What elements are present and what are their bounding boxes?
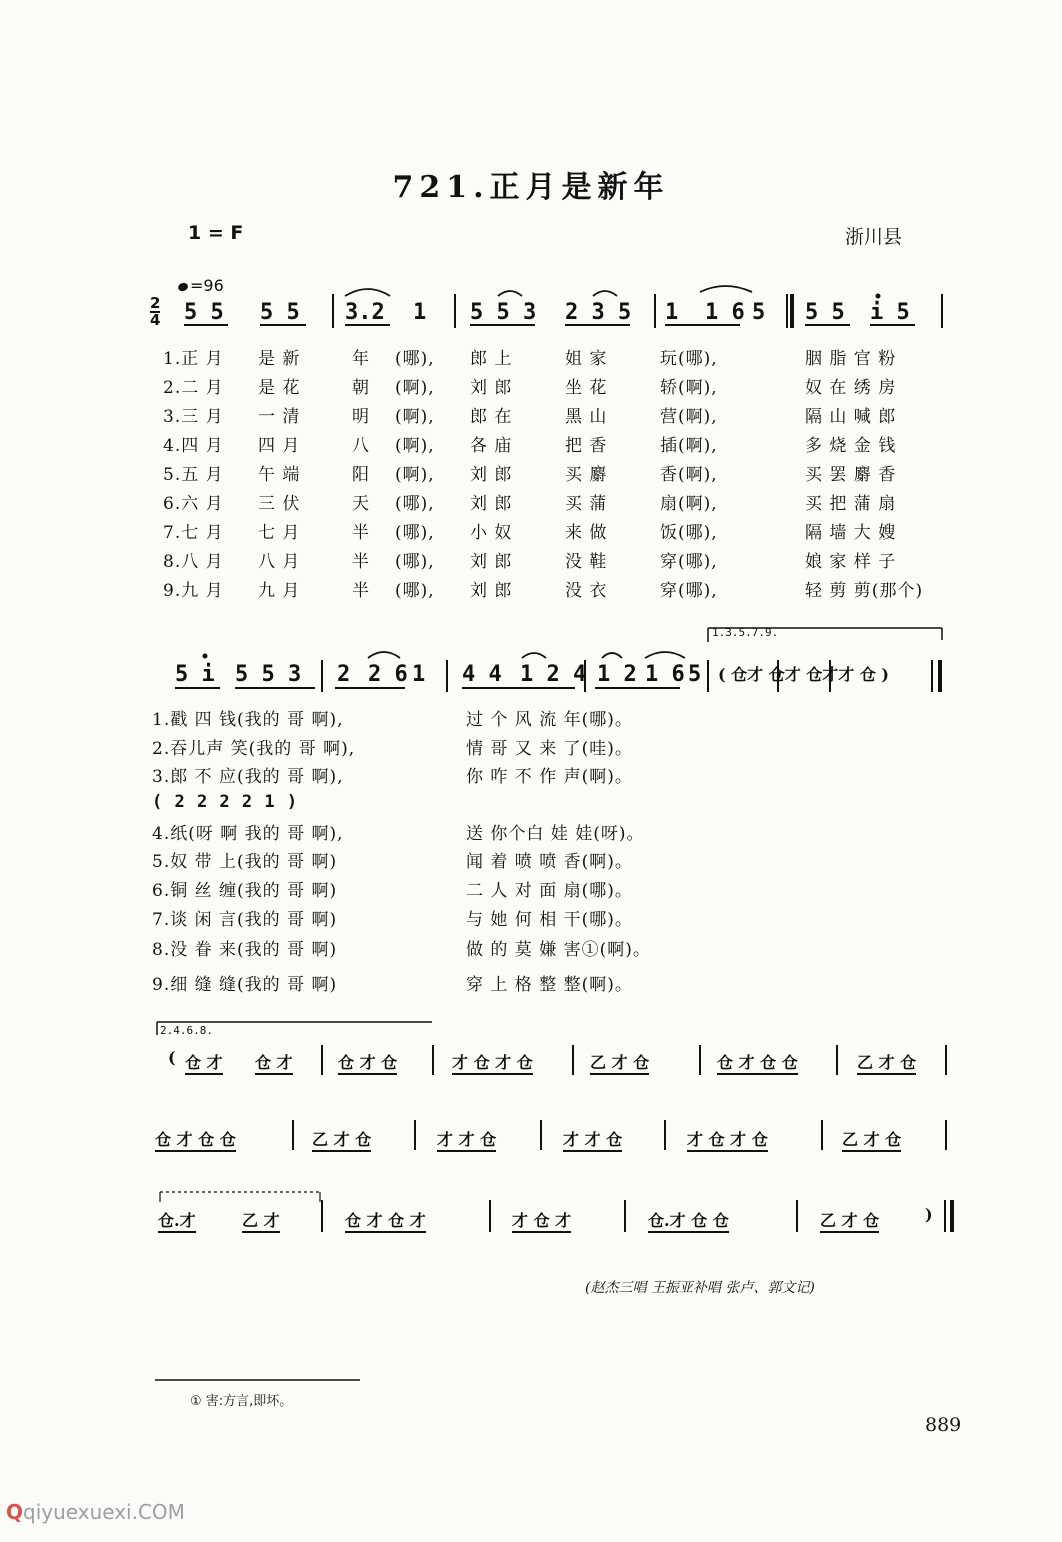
lyric-cell: 刘 郎 [470,465,513,485]
lyric-cell: 轻 剪 剪(那个) [805,581,924,601]
lyric-cell: 过 个 风 流 年(哪)。 [466,710,633,730]
lyric-cell: 没 鞋 [565,552,608,572]
lyric-cell: 送 你个白 娃 娃(呀)。 [466,824,645,844]
percussion-group: 才 才 仓 [437,1127,496,1152]
lyric-cell: 二 人 对 面 扇(哪)。 [466,881,633,901]
lyric-cell: 2.二 月 [163,378,224,398]
lyric-cell: 娘 家 样 子 [805,552,897,572]
lyric-cell: 午 端 [258,465,301,485]
song-title: 721.正月是新年 [392,170,670,205]
credit-line: (赵杰三唱 王振亚补唱 张卢、郭文记) [585,1280,815,1296]
lyric-cell: 扇(啊), [660,494,718,514]
lyric-cell: (啊), [395,465,435,485]
percussion-group: 才 仓 才 仓 [687,1127,768,1152]
lyric-cell: 刘 郎 [470,378,513,398]
lyric-cell: 八 月 [258,552,301,572]
lyric-cell: 你 咋 不 作 声(啊)。 [466,767,633,787]
lyric-cell: 半 [352,523,370,543]
percussion-group: 乙 才 仓 [842,1127,901,1152]
lyric-cell: 是 新 [258,349,301,369]
lyric-cell: 6.铜 丝 缠(我的 哥 啊) [152,881,338,901]
percussion-group: 仓 才 仓 才 [345,1208,426,1233]
note-group: 1 2 [597,662,637,687]
percussion-group: 仓.才 [158,1208,196,1233]
lyric-cell: 把 香 [565,436,608,456]
volta-label: 1.3.5.7.9. [712,626,779,639]
lyric-cell: 5.奴 带 上(我的 哥 啊) [152,852,338,872]
percussion-group: 仓 才 仓 [338,1050,397,1075]
lyric-cell: 七 月 [258,523,301,543]
note-group: 5 i [175,662,215,687]
time-signature: 2 4 [150,294,161,329]
lyric-cell: 穿(哪), [660,552,718,572]
lyric-cell: 8.没 眷 来(我的 哥 啊) [152,940,338,960]
lyric-cell: 半 [352,552,370,572]
lyric-cell: 香(啊), [660,465,718,485]
lyric-cell: (啊), [395,378,435,398]
lyric-cell: 闻 着 喷 喷 香(啊)。 [466,852,633,872]
lyric-cell: 玩(哪), [660,349,718,369]
note-group: 4 4 [462,662,502,687]
lyric-cell: 天 [352,494,370,514]
lyric-cell: 4.四 月 [163,436,224,456]
percussion-group: 仓 才 [255,1050,293,1075]
lyric-cell: 轿(啊), [660,378,718,398]
percussion-group: ( 仓才 仓才 仓才才 仓 ) [718,665,889,684]
key-signature: 1 = F [188,222,244,244]
lyric-cell: (哪), [395,494,435,514]
lyric-cell: 是 花 [258,378,301,398]
lyric-cell: 半 [352,581,370,601]
lyric-cell: 9.九 月 [163,581,224,601]
lyric-cell: 9.细 缝 缝(我的 哥 啊) [152,975,338,995]
lyric-cell: (啊), [395,436,435,456]
percussion-group: 乙 才 仓 [590,1050,649,1075]
note-group: 5 5 [260,300,300,325]
footnote: ① 害:方言,即坏。 [190,1394,293,1409]
lyric-cell: 年 [352,349,370,369]
lyric-cell: (哪), [395,581,435,601]
lyric-cell: (哪), [395,349,435,369]
lyric-cell: (哪), [395,523,435,543]
lyric-cell: 阳 [352,465,370,485]
percussion-group: 仓 才 [185,1050,223,1075]
lyric-cell: 饭(哪), [660,523,718,543]
note-group: 5 5 3 [235,662,302,687]
lyric-cell: 四 月 [258,436,301,456]
lyric-cell: 3.三 月 [163,407,224,427]
lyric-cell: 小 奴 [470,523,513,543]
lyric-cell: 买 把 蒲 扇 [805,494,897,514]
note-group: i 5 [870,300,910,325]
lyric-cell: 2.吞儿声 笑(我的 哥 啊), [152,739,356,759]
lyric-cell: 来 做 [565,523,608,543]
percussion-group: 乙 才 仓 [312,1127,371,1152]
lyric-cell: 郎 在 [470,407,513,427]
lyric-cell: 1.正 月 [163,349,224,369]
lyric-cell: 8.八 月 [163,552,224,572]
lyric-cell: 买 麝 [565,465,608,485]
lyric-cell: 郎 上 [470,349,513,369]
lyric-cell: 八 [352,436,370,456]
lyric-cell: (啊), [395,407,435,427]
note-group: 1 [665,300,679,325]
percussion-group: 乙 才 仓 [857,1050,916,1075]
lyric-cell: 各 庙 [470,436,513,456]
lyric-cell: 4.纸(呀 啊 我的 哥 啊), [152,824,344,844]
lyric-cell: 插(啊), [660,436,718,456]
lyric-cell: 穿 上 格 整 整(啊)。 [466,975,633,995]
lyric-cell: 没 衣 [565,581,608,601]
lyric-cell: 与 她 何 相 干(哪)。 [466,910,633,930]
lyric-cell: ( 2 2 2 2 1 ) [152,792,299,812]
lyric-cell: 7.谈 闲 言(我的 哥 啊) [152,910,338,930]
note-group: 1 6 [705,300,745,325]
lyric-cell: 刘 郎 [470,552,513,572]
note-group: 5 5 [805,300,845,325]
lyric-cell: 明 [352,407,370,427]
tempo-marking: =96 [178,276,224,295]
lyric-cell: 一 清 [258,407,301,427]
paren-close: ) [925,1205,933,1224]
lyric-cell: 买 罢 麝 香 [805,465,897,485]
lyric-cell: 情 哥 又 来 了(哇)。 [466,739,633,759]
percussion-group: 乙 才 仓 [820,1208,879,1233]
note-group: 2 6 [368,662,408,687]
lyric-cell: 多 烧 金 钱 [805,436,897,456]
lyric-cell: 刘 郎 [470,581,513,601]
percussion-group: 才 仓 才 仓 [452,1050,533,1075]
lyric-cell: 坐 花 [565,378,608,398]
watermark-logo-icon: Q [6,1500,24,1524]
percussion-group: 才 才 仓 [563,1127,622,1152]
note-group: 1 6 [645,662,685,687]
lyric-cell: 奴 在 绣 房 [805,378,897,398]
percussion-group: 仓.才 仓 仓 [648,1208,729,1233]
note-group: 5 [752,300,766,325]
percussion-group: 才 仓 才 [512,1208,571,1233]
lyric-cell: 6.六 月 [163,494,224,514]
page-number: 889 [925,1414,962,1436]
lyric-cell: 3.郎 不 应(我的 哥 啊), [152,767,344,787]
lyric-cell: 三 伏 [258,494,301,514]
lyric-cell: 姐 家 [565,349,608,369]
note-group: 3.2 [345,300,385,325]
lyric-cell: 买 蒲 [565,494,608,514]
percussion-group: 仓 才 仓 仓 [717,1050,798,1075]
note-group: 2 [337,662,351,687]
watermark: Qqiyuexuexi.COM [6,1500,185,1524]
note-group: 1 [412,662,426,687]
lyric-cell: 隔 墙 大 嫂 [805,523,897,543]
lyric-cell: (哪), [395,552,435,572]
note-group: 5 [688,662,702,687]
lyric-cell: 九 月 [258,581,301,601]
note-group: 2 3 5 [565,300,632,325]
percussion-group: 仓 才 仓 仓 [155,1127,236,1152]
lyric-cell: 刘 郎 [470,494,513,514]
paren-open: ( [168,1048,176,1067]
lyric-cell: 隔 山 喊 郎 [805,407,897,427]
volta-label: 2.4.6.8. [160,1024,213,1037]
note-group: 5 5 3 [470,300,537,325]
note-group: 5 5 [184,300,224,325]
lyric-cell: 穿(哪), [660,581,718,601]
lyric-cell: 7.七 月 [163,523,224,543]
lyric-cell: 胭 脂 官 粉 [805,349,897,369]
region-label: 浙川县 [845,226,903,248]
lyric-cell: 朝 [352,378,370,398]
note-group: 1 [413,300,427,325]
lyric-cell: 做 的 莫 嫌 害①(啊)。 [466,940,651,960]
quarter-note-icon [177,282,189,293]
lyric-cell: 1.戳 四 钱(我的 哥 啊), [152,710,344,730]
lyric-cell: 黑 山 [565,407,608,427]
lyric-cell: 营(啊), [660,407,718,427]
lyric-cell: 5.五 月 [163,465,224,485]
percussion-group: 乙 才 [242,1208,280,1233]
note-group: 1 2 4 [520,662,587,687]
